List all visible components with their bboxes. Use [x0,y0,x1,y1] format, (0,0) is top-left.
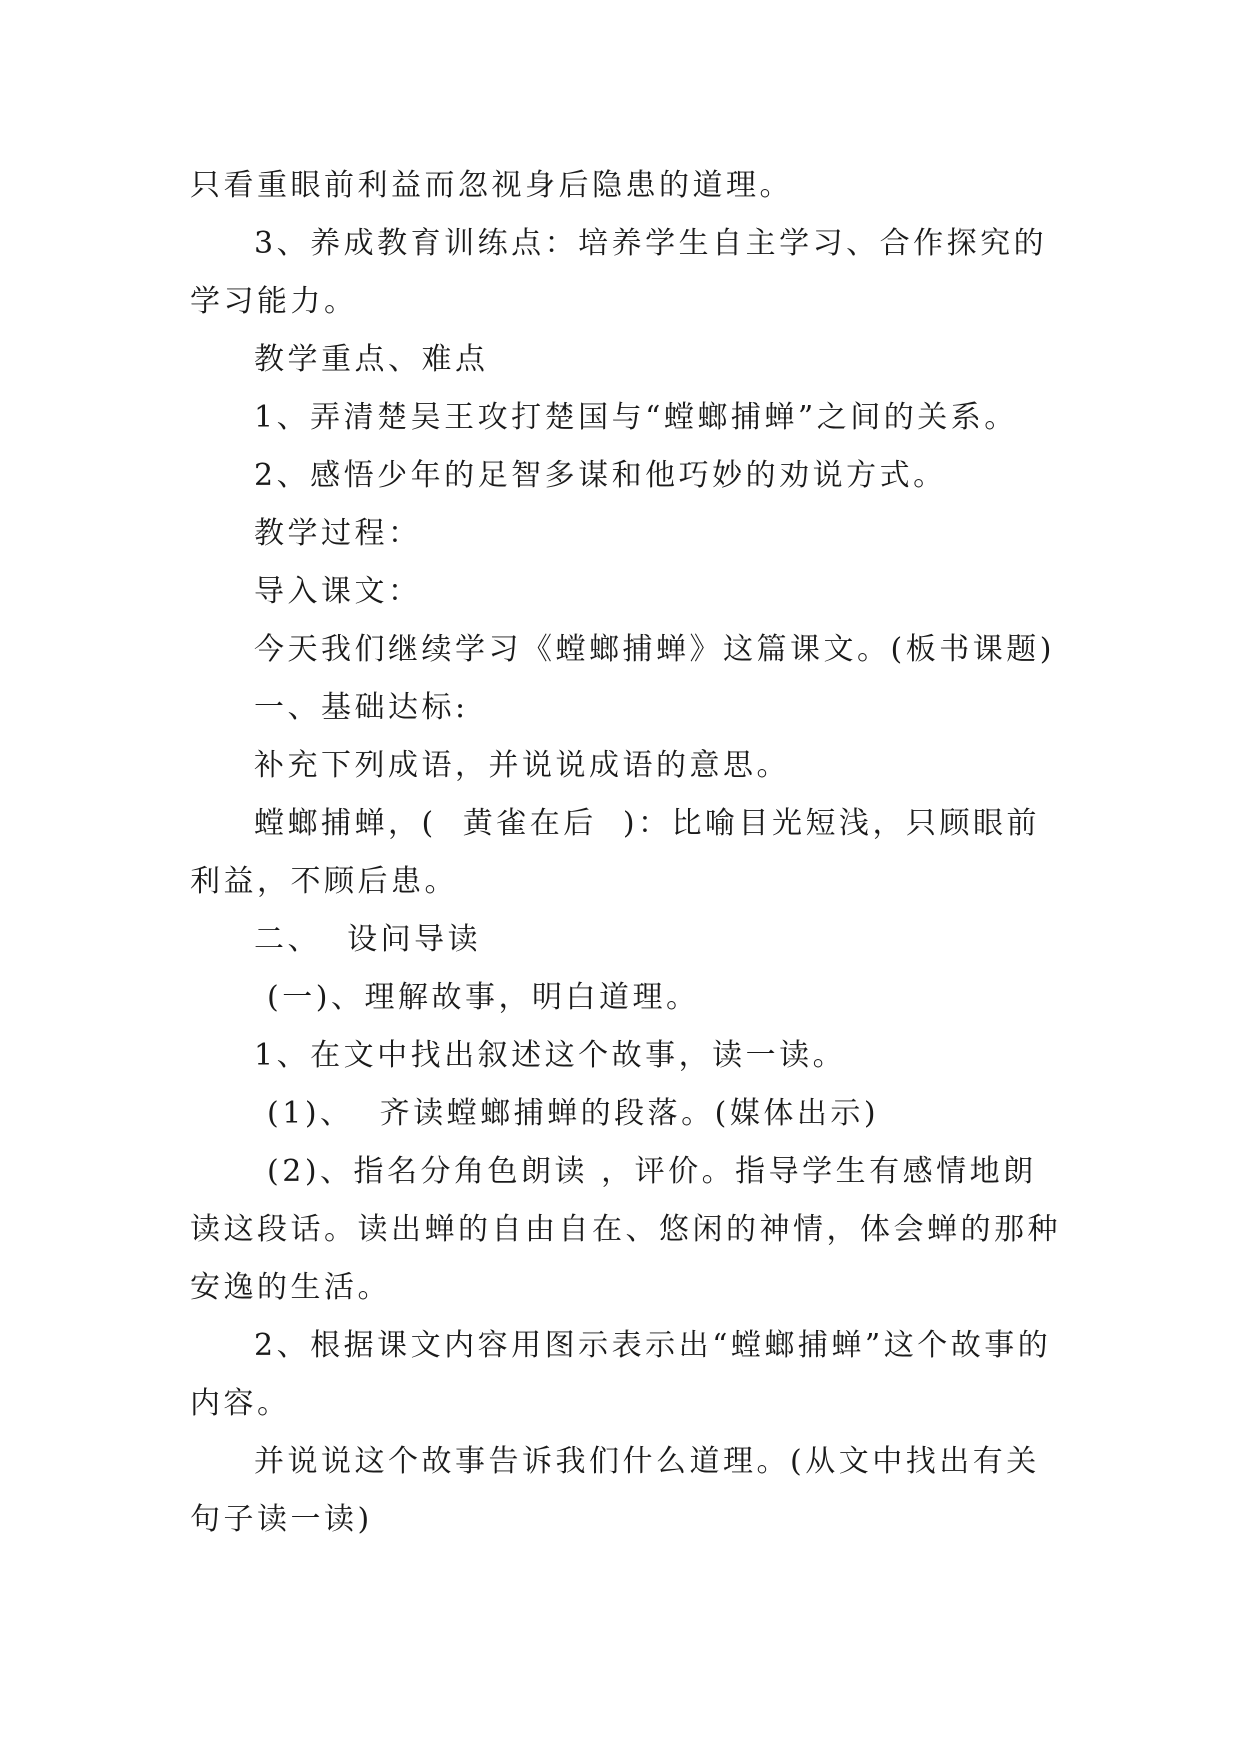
paragraph: 螳螂捕蝉，( 黄雀在后 )：比喻目光短浅，只顾眼前利益，不顾后患。 [190,806,1041,899]
paragraph: (一)、理解故事，明白道理。 [254,980,700,1015]
section-heading: 一、基础达标: [254,690,469,725]
paragraph: 1、在文中找出叙述这个故事，读一读。 [254,1038,847,1073]
paragraph: 只看重眼前利益而忽视身后隐患的道理。 [190,168,793,203]
section-heading: 教学重点、难点 [254,342,489,377]
paragraph: 补充下列成语，并说说成语的意思。 [254,748,790,783]
paragraph: (2)、指名分角色朗读 ，评价。指导学生有感情地朗读这段话。读出蝉的自由自在、悠闲的神情，体会蝉的那种安逸的生活。 [190,1154,1061,1305]
paragraph: 并说说这个故事告诉我们什么道理。(从文中找出有关句子读一读) [190,1444,1040,1537]
paragraph: 3、养成教育训练点：培养学生自主学习、合作探究的学习能力。 [190,226,1048,319]
paragraph: 2、根据课文内容用图示表示出“螳螂捕蝉”这个故事的内容。 [190,1328,1052,1421]
paragraph: (1)、 齐读螳螂捕蝉的段落。(媒体出示) [254,1096,880,1131]
section-heading: 二、 设问导读 [254,922,482,957]
paragraph: 今天我们继续学习《螳螂捕蝉》这篇课文。(板书课题) [254,632,1055,667]
section-heading: 导入课文： [254,574,422,609]
section-heading: 教学过程： [254,516,422,551]
document-body [190,157,1070,1549]
paragraph: 2、感悟少年的足智多谋和他巧妙的劝说方式。 [254,458,947,493]
paragraph: 1、弄清楚吴王攻打楚国与“螳螂捕蝉”之间的关系。 [254,400,1018,435]
